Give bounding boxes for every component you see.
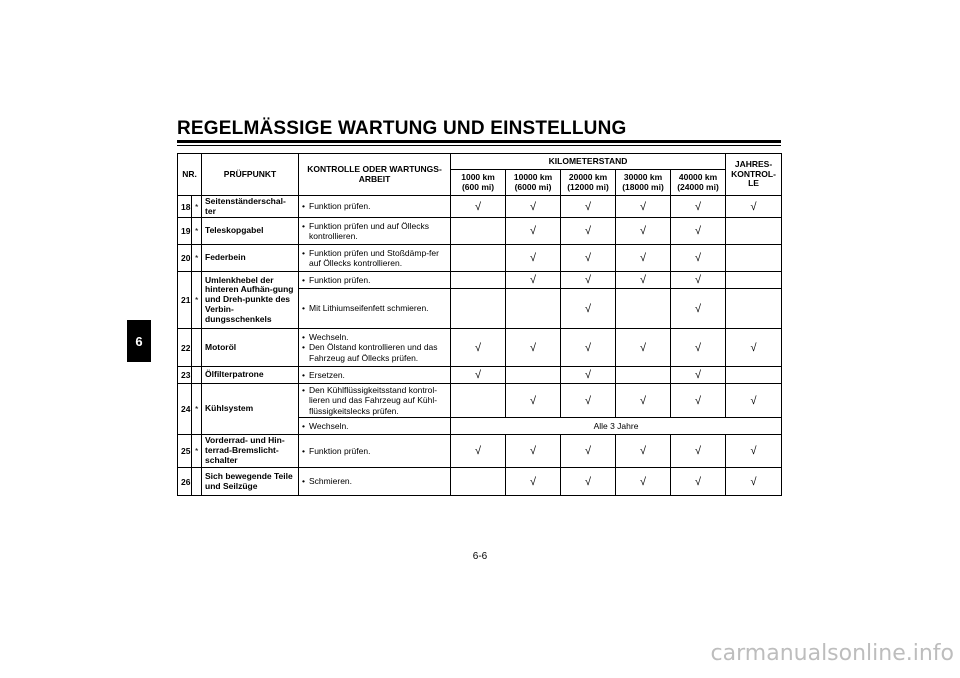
check-mark: √ [451,435,506,468]
action-item: • Den Kühlflüssigkeitsstand kontrol-lieren und das Fahrzeug auf Kühl-flüssigkeitslecks prüfen. [302,385,447,416]
check-mark: √ [671,245,726,272]
row-star: * [192,384,202,435]
action-list [302,385,447,416]
check-mark: √ [506,384,561,418]
check-mark: √ [506,435,561,468]
check-mark: √ [506,218,561,245]
check-mark: √ [561,329,616,367]
title-rule-thin [177,145,781,146]
check-mark: √ [616,384,671,418]
action-list [302,476,447,486]
check-mark: √ [561,384,616,418]
row-star: * [192,272,202,329]
header-km-value: 1000 km [461,171,495,182]
row-star [192,468,202,496]
table-row [178,245,782,272]
check-mark: √ [561,245,616,272]
row-action [299,329,451,367]
check-mark: √ [671,289,726,329]
check-mark: √ [506,468,561,496]
interval-note: Alle 3 Jahre [451,418,782,435]
action-list [302,421,447,431]
check-mark: √ [726,384,782,418]
check-mark: √ [561,289,616,329]
row-number: 22 [178,329,192,367]
check-mark: √ [506,329,561,367]
header-km-3 [616,170,671,196]
row-number: 20 [178,245,192,272]
empty-cell [726,218,782,245]
row-number: 23 [178,367,192,384]
table-row [178,196,782,218]
table-row [178,272,782,289]
empty-cell [726,272,782,289]
table-row [178,384,782,418]
check-mark: √ [561,468,616,496]
check-mark: √ [616,468,671,496]
action-item: • Funktion prüfen und Stoßdämp-fer auf Öllecks kontrollieren. [302,248,447,268]
row-action [299,435,451,468]
action-item: • Mit Lithiumseifenfett schmieren. [302,303,447,313]
row-item: Sich bewegende Teile und Seilzüge [202,468,299,496]
header-mi-value: (24000 mi) [677,181,719,192]
header-mi-value: (600 mi) [461,181,495,192]
header-item: PRÜFPUNKT [202,154,299,196]
row-number: 21 [178,272,192,329]
header-km-2 [561,170,616,196]
empty-cell [726,245,782,272]
action-list [302,201,447,211]
maintenance-table [177,153,782,496]
table-row [178,367,782,384]
check-mark: √ [726,329,782,367]
watermark: carmanualsonline.info [710,641,954,666]
row-item: Motoröl [202,329,299,367]
action-list [302,303,447,313]
empty-cell [726,367,782,384]
row-action [299,245,451,272]
check-mark: √ [506,272,561,289]
header-km-value: 40000 km [678,171,718,182]
row-action [299,384,451,418]
header-annual: JAHRES-KONTROL-LE [726,154,782,196]
check-mark: √ [671,367,726,384]
check-mark: √ [671,384,726,418]
check-mark: √ [671,329,726,367]
empty-cell [506,289,561,329]
header-km-value: 20000 km [568,171,608,182]
action-item: • Wechseln. [302,421,447,431]
header-km-value: 10000 km [513,171,553,182]
check-mark: √ [451,367,506,384]
action-item: • Funktion prüfen. [302,201,447,211]
header-mi-value: (18000 mi) [622,181,664,192]
row-action [299,418,451,435]
empty-cell [451,384,506,418]
check-mark: √ [561,272,616,289]
check-mark: √ [671,435,726,468]
action-list [302,248,447,268]
empty-cell [616,367,671,384]
action-item: • Schmieren. [302,476,447,486]
row-number: 25 [178,435,192,468]
row-action [299,196,451,218]
table-row [178,468,782,496]
check-mark: √ [726,196,782,218]
check-mark: √ [616,435,671,468]
check-mark: √ [616,272,671,289]
row-star [192,329,202,367]
row-star: * [192,435,202,468]
check-mark: √ [726,435,782,468]
header-action: KONTROLLE ODER WARTUNGS-ARBEIT [299,154,451,196]
row-number: 19 [178,218,192,245]
row-star: * [192,245,202,272]
action-list [302,370,447,380]
row-item: Umlenkhebel der hinteren Aufhän-gung und Dreh-punkte des Verbin-dungsschenkels [202,272,299,329]
row-item: Federbein [202,245,299,272]
table-row [178,435,782,468]
table-row [178,218,782,245]
check-mark: √ [616,245,671,272]
check-mark: √ [671,218,726,245]
header-nr: NR. [178,154,202,196]
action-item: • Funktion prüfen. [302,275,447,285]
row-number: 24 [178,384,192,435]
header-km-value: 30000 km [623,171,663,182]
check-mark: √ [671,468,726,496]
row-item: Teleskopgabel [202,218,299,245]
action-list [302,446,447,456]
row-item: Kühlsystem [202,384,299,435]
row-star: * [192,218,202,245]
row-action [299,272,451,289]
check-mark: √ [506,245,561,272]
action-item: • Den Ölstand kontrollieren und das Fahrzeug auf Öllecks prüfen. [302,342,447,362]
check-mark: √ [561,367,616,384]
header-km-1 [506,170,561,196]
check-mark: √ [671,196,726,218]
table-row [178,329,782,367]
header-mi-value: (6000 mi) [514,181,552,192]
row-action [299,367,451,384]
empty-cell [451,245,506,272]
header-km-4 [671,170,726,196]
action-item: • Funktion prüfen und auf Öllecks kontrollieren. [302,221,447,241]
row-star [192,367,202,384]
title-rule-thick [177,140,781,143]
chapter-tab[interactable]: 6 [127,320,151,362]
action-list [302,221,447,241]
page-title: REGELMÄSSIGE WARTUNG UND EINSTELLUNG [177,118,627,139]
empty-cell [726,289,782,329]
action-list [302,332,447,363]
empty-cell [451,468,506,496]
check-mark: √ [561,196,616,218]
header-km-0 [451,170,506,196]
check-mark: √ [616,218,671,245]
action-item: • Funktion prüfen. [302,446,447,456]
check-mark: √ [561,435,616,468]
action-list [302,275,447,285]
action-item: • Wechseln. [302,332,447,342]
check-mark: √ [616,196,671,218]
empty-cell [616,289,671,329]
row-action [299,218,451,245]
empty-cell [506,367,561,384]
check-mark: √ [616,329,671,367]
header-mi-value: (12000 mi) [567,181,609,192]
check-mark: √ [451,329,506,367]
header-km-group: KILOMETERSTAND [451,154,726,170]
row-action [299,468,451,496]
row-item: Seitenständerschal-ter [202,196,299,218]
row-number: 18 [178,196,192,218]
row-action [299,289,451,329]
row-number: 26 [178,468,192,496]
row-item: Vorderrad- und Hin-terrad-Bremslicht-schalter [202,435,299,468]
check-mark: √ [561,218,616,245]
check-mark: √ [451,196,506,218]
row-item: Ölfilterpatrone [202,367,299,384]
row-star: * [192,196,202,218]
empty-cell [451,218,506,245]
check-mark: √ [671,272,726,289]
page-number: 6-6 [472,551,488,562]
empty-cell [451,272,506,289]
check-mark: √ [726,468,782,496]
empty-cell [451,289,506,329]
check-mark: √ [506,196,561,218]
action-item: • Ersetzen. [302,370,447,380]
